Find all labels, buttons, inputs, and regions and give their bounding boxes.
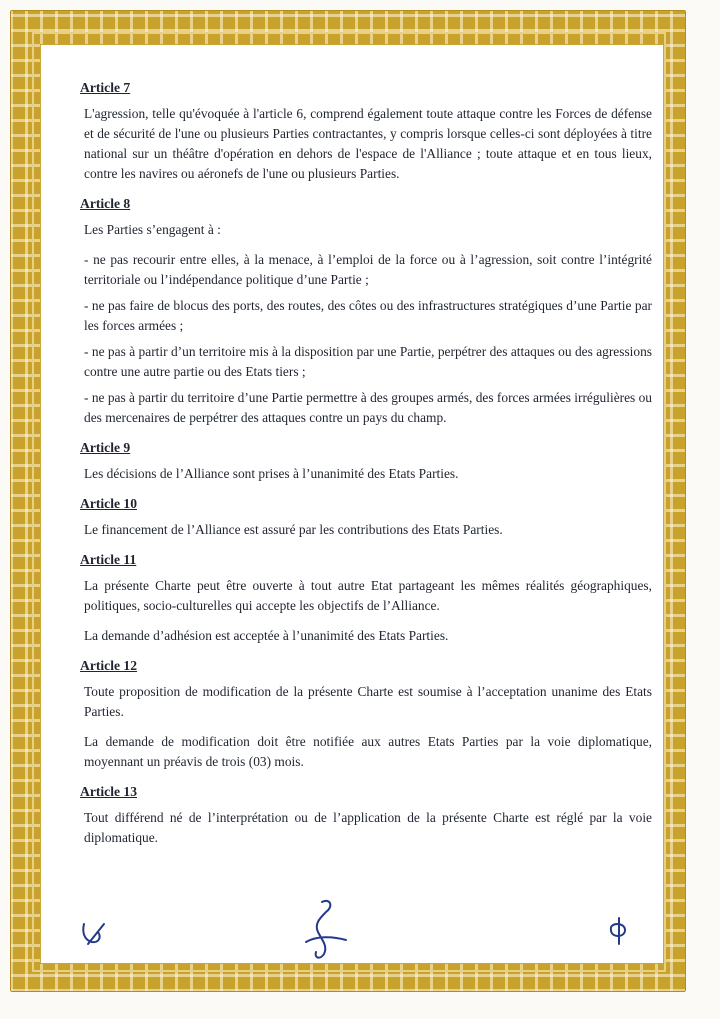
article-paragraph: - ne pas à partir d’un territoire mis à la disposition par une Partie, perpétrer des attaques ou des agressions contre une autre partie ou des Etats tiers ;: [84, 344, 652, 379]
signature-initial-left: [78, 918, 108, 950]
article-title: Article 7: [80, 80, 131, 95]
article-paragraph: La présente Charte peut être ouverte à tout autre Etat partageant les mêmes réalités géographiques, politiques, socio-culturelles qui accepte les objectifs de l’Alliance.: [84, 578, 652, 613]
article-12: [80, 656, 652, 772]
article-title: Article 13: [80, 784, 137, 799]
article-13: [80, 782, 652, 848]
article-paragraph: La demande de modification doit être notifiée aux autres Etats Parties par la voie diplomatique, moyennant un préavis de trois (03) mois.: [84, 734, 652, 769]
article-paragraph: - ne pas à partir du territoire d’une Partie permettre à des groupes armés, des forces armées irrégulières ou des mercenaires de perpétrer des attaques contre un pays du champ.: [84, 390, 652, 425]
article-paragraph: L'agression, telle qu'évoquée à l'article 6, comprend également toute attaque contre les Forces de défense et de sécurité de l'une ou plusieurs Parties contractantes, y compris lorsque celles-ci sont déployées à titre national sur un théâtre d'opération en dehors de l'espace de l'Alliance ; toute attaque et en tous lieux, contre les navires ou aéronefs de l'une ou plusieurs Parties.: [84, 106, 652, 181]
article-7: [80, 78, 652, 184]
document-body: [80, 78, 652, 858]
article-title: Article 10: [80, 496, 137, 511]
article-paragraph: Les décisions de l’Alliance sont prises à l’unanimité des Etats Parties.: [84, 466, 459, 481]
article-title: Article 11: [80, 552, 137, 567]
article-paragraph: Tout différend né de l’interprétation ou de l’application de la présente Charte est réglé par la voie diplomatique.: [84, 810, 652, 845]
article-title: Article 9: [80, 440, 131, 455]
article-paragraph: - ne pas recourir entre elles, à la menace, à l’emploi de la force ou à l’agression, soit contre l’intégrité territoriale ou l’indépendance politique d’une Partie ;: [84, 252, 652, 287]
article-10: [80, 494, 652, 540]
article-9: [80, 438, 652, 484]
signature-initial-right: [603, 914, 633, 948]
article-paragraph: - ne pas faire de blocus des ports, des routes, des côtes ou des infrastructures stratégiques d’une Partie par les forces armées ;: [84, 298, 652, 333]
article-paragraph: Le financement de l’Alliance est assuré par les contributions des Etats Parties.: [84, 522, 503, 537]
article-title: Article 12: [80, 658, 137, 673]
article-8: [80, 194, 652, 428]
article-paragraph: Les Parties s’engagent à :: [84, 222, 221, 237]
article-title: Article 8: [80, 196, 131, 211]
signature-center: [300, 896, 350, 966]
article-paragraph: La demande d’adhésion est acceptée à l’unanimité des Etats Parties.: [84, 628, 449, 643]
article-paragraph: Toute proposition de modification de la présente Charte est soumise à l’acceptation unanime des Etats Parties.: [84, 684, 652, 719]
article-11: [80, 550, 652, 646]
